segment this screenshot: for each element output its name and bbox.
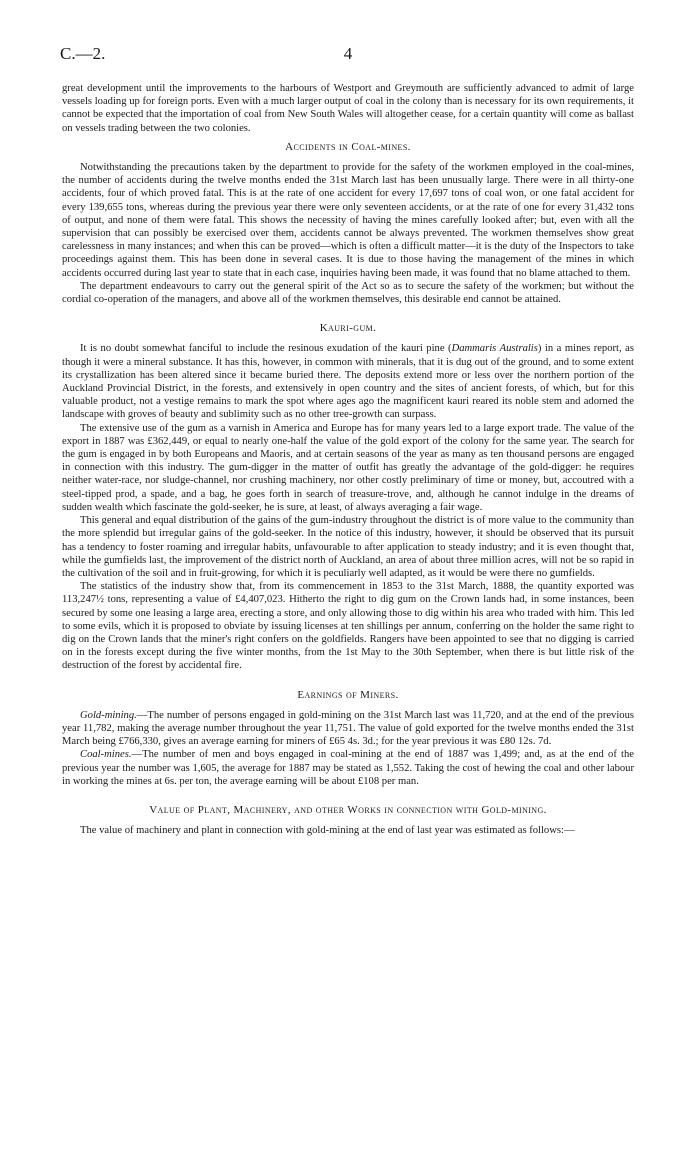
gold-mining-text: —The number of persons engaged in gold-mining on the 31st March last was 11,720, and at the end of the previous year 11,782, making the average number throughout the year 11,751. The value of gold exported for the twelve months ended the 31st March being £766,330, gives an average earning for miners of £65 4s. 3d.; for the year previous it was £80 12s. 7d. [62, 709, 634, 748]
kauri-paragraph-1 [62, 342, 634, 421]
earnings-gold-paragraph [62, 709, 634, 749]
kauri-paragraph-3: This general and equal distribution of the gains of the gum-industry throughout the district is of more value to the community than the more splendid but irregular gains of the gold-seeker. In the notice of this industry, however, it should be observed that its pursuit has a tendency to foster roaming and irregular habits, unfavourable to after application to steady industry; and it is even thought that, while the gumfields last, the improvement of the district north of Auckland, an area of about three million acres, will not be so rapid in the cultivation of the soil and in fruit-growing, for which it is peculiarly well adapted, as it would be were there no gumfields. [62, 515, 634, 579]
section-heading-accidents: Accidents in Coal-mines. [285, 140, 411, 153]
kauri-paragraph-2: The extensive use of the gum as a varnish in America and Europe has for many years led to a large export trade. The value of the export in 1887 was £362,449, or equal to nearly one-half the value of the gold export of the colony for the same year. The search for the gum is engaged in by both Europeans and Maoris, and at certain seasons of the year as many as ten thousand persons are engaged in connection with this industry. The gum-digger in the matter of outfit has greatly the advantage of the gold-digger: he requires neither water-race, nor sludge-channel, nor crushing machinery, nor other costly preliminary of time or money, but, accoutred with a steel-tipped prod, a spade, and a bag, he goes forth in search of treasure-trove, and, although he cannot indulge in the dreams of sudden wealth which fascinate the gold-seeker, he is sure, at least, of always averaging a fair wage. [62, 422, 634, 513]
kauri-species-name: Dammaris Australis [451, 343, 538, 355]
page-body [62, 82, 634, 837]
section-heading-kauri-gum: Kauri-gum. [319, 322, 377, 335]
page-number: 4 [343, 44, 353, 63]
section-heading-earnings: Earnings of Miners. [297, 688, 399, 701]
accidents-paragraph-2: The department endeavours to carry out the general spirit of the Act so as to secure the safety of the workmen; but without the cordial co-operation of the managers, and above all of the workmen themselves, this desirable end cannot be attained. [62, 280, 634, 306]
page-header [60, 44, 636, 70]
plant-paragraph: The value of machinery and plant in connection with gold-mining at the end of last year was estimated as follows:— [80, 825, 575, 837]
section-heading-plant: Value of Plant, Machinery, and other Works in connection with Gold-mining. [149, 803, 547, 816]
report-reference: C.—2. [60, 44, 106, 63]
earnings-coal-paragraph [62, 748, 634, 788]
kauri-paragraph-4: The statistics of the industry show that, from its commencement in 1853 to the 31st March, 1888, the quantity exported was 113,247½ tons, representing a value of £4,407,023. Hitherto the right to dig gum on the Crown lands had, in some instances, been secured by some one leasing a large area, erecting a store, and only allowing those to dig within his area who traded with him. This led to some evils, which it is proposed to obviate by issuing licenses at ten shillings per annum, conferring on the holder the same right to dig on the Crown lands that the miner's right confers on the goldfields. Rangers have been appointed to see that no digging is carried on in the forests except during the five winter months, from the 1st May to the 30th September, when there is but little risk of the destruction of the forest by accidental fire. [62, 581, 634, 672]
accidents-paragraph-1: Notwithstanding the precautions taken by the department to provide for the safety of the workmen employed in the coal-mines, the number of accidents during the twelve months ended the 31st March last has been unusually large. There were in all thirty-one accidents, four of which proved fatal. This is at the rate of one accident for every 17,697 tons of coal won, or one fatal accident for every 139,655 tons, whereas during the previous year there were only seventeen accidents, or at the rate of one for every 31,432 tons of output, and none of them were fatal. This shows the necessity of having the mines carefully looked after; but, even with all the supervision that can possibly be exercised over them, accidents cannot be always prevented. The workmen themselves show great carelessness in many instances; and when this can be proved—which is often a difficult matter—it is the duty of the Inspectors to take proceedings against them. This has been done in several cases. It is due to those having the management of the mines in which accidents occurred during last year to state that in each case, inquiries having been made, it was found that no blame attached to them. [62, 162, 634, 279]
coal-mines-text: —The number of men and boys engaged in coal-mining at the end of 1887 was 1,499; and, as at the end of the previous year the number was 1,605, the average for 1887 may be stated as 1,552. Taking the cost of hewing the coal and other labour in working the mines at 6s. per ton, the average earning will be about £108 per man. [62, 749, 634, 787]
gold-mining-label: Gold-mining. [80, 709, 137, 721]
intro-paragraph: great development until the improvements to the harbours of Westport and Greymouth are sufficiently advanced to admit of large vessels loading up for foreign ports. Even with a much larger output of coal in the colony than is necessary for its own requirements, it cannot be expected that the importation of coal from New South Wales will altogether cease, for a certain quantity will come as ballast on vessels trading between the two colonies. [62, 83, 634, 134]
kauri-p1-end: ) in a mines report, as though it were a mineral substance. It has this, however, in common with minerals, that it is dug out of the ground, and to some extent its crystallization has been altered since it became buried there. The deposits extend more or less over the northern portion of the Auckland Provincial District, in the forests, and extensively in open country and the sites of ancient forests, of which, but for this valuable product, not a vestige remains to mark the spot where ages ago the magnificent kauri reared its noble stem and adorned the landscape with groves of beauty and sublimity such as no other tree-growth can surpass. [62, 343, 634, 421]
coal-mines-label: Coal-mines. [80, 749, 132, 761]
kauri-p1-start: It is no doubt somewhat fanciful to include the resinous exudation of the kauri pine ( [80, 343, 452, 355]
